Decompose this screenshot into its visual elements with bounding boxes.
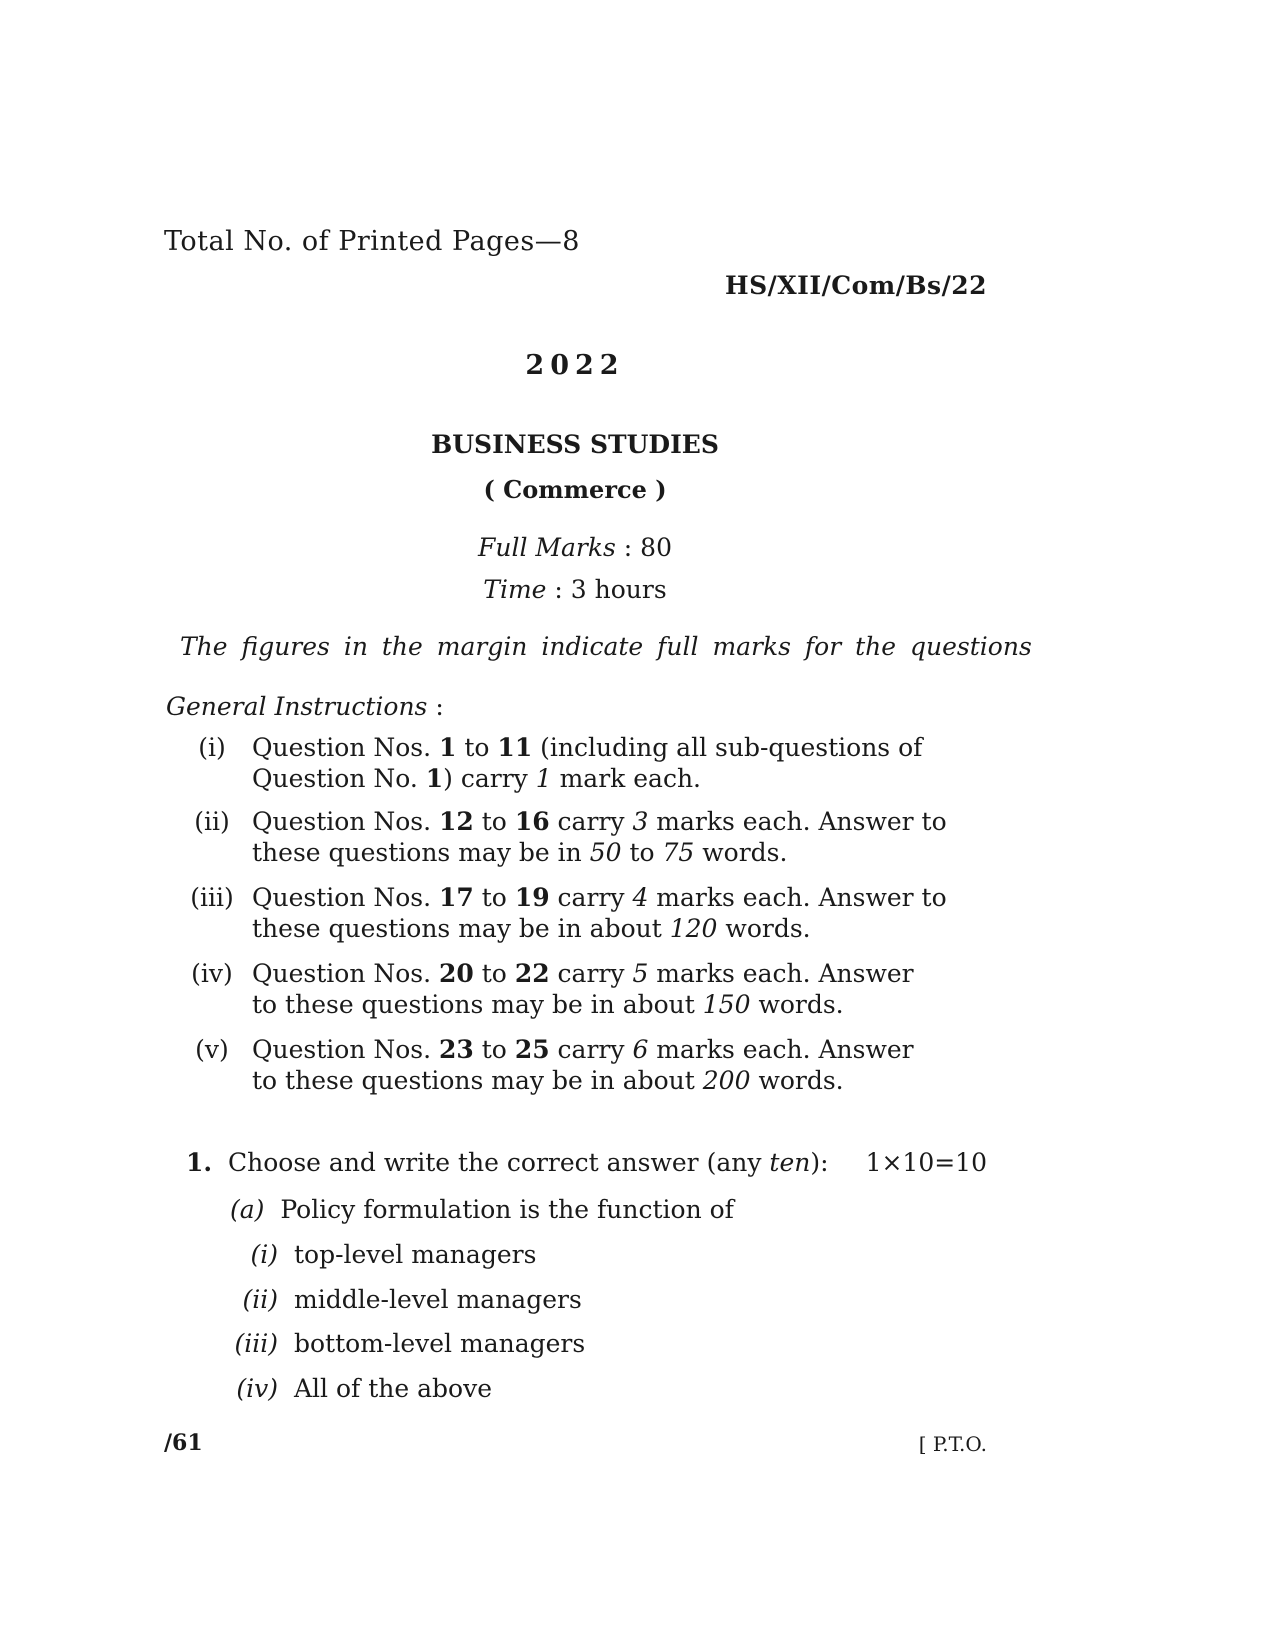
option-label: (iv) bbox=[236, 1374, 278, 1403]
text-span: mark each. bbox=[551, 764, 701, 793]
option-text: top-level managers bbox=[294, 1240, 537, 1269]
full-marks bbox=[0, 533, 1150, 562]
full-marks-value: : 80 bbox=[623, 533, 672, 562]
bold-number: 23 bbox=[439, 1035, 474, 1064]
text-span: Question Nos. bbox=[252, 1035, 440, 1064]
text-span: (including all sub-questions of bbox=[532, 733, 923, 762]
text-span: to bbox=[473, 807, 515, 836]
text-span: carry bbox=[549, 883, 633, 912]
option-item bbox=[226, 1285, 582, 1314]
general-instructions-label: General Instructions bbox=[166, 692, 428, 721]
general-instructions-colon: : bbox=[427, 692, 444, 721]
question-1-marks: 1×10=10 bbox=[865, 1148, 987, 1177]
option-text: middle-level managers bbox=[294, 1285, 582, 1314]
full-marks-label: Full Marks bbox=[478, 533, 616, 562]
text-span: these questions may be in about bbox=[252, 914, 670, 943]
time-value: : 3 hours bbox=[554, 575, 667, 604]
sub-question-text: Policy formulation is the function of bbox=[280, 1195, 734, 1224]
italic-number: 3 bbox=[632, 807, 649, 836]
option-item bbox=[226, 1374, 492, 1403]
question-text-italic: ten bbox=[769, 1148, 811, 1177]
text-span: these questions may be in bbox=[252, 838, 590, 867]
text-span: to bbox=[473, 883, 515, 912]
exam-time bbox=[0, 575, 1150, 604]
exam-year: 2022 bbox=[525, 350, 625, 381]
bold-number: 16 bbox=[514, 807, 550, 836]
bold-number: 25 bbox=[514, 1035, 550, 1064]
text-span: words. bbox=[750, 1066, 844, 1095]
italic-number: 50 bbox=[589, 838, 622, 867]
option-label: (iii) bbox=[234, 1329, 278, 1358]
bold-number: 12 bbox=[439, 807, 474, 836]
text-span: ) carry bbox=[443, 764, 536, 793]
italic-number: 200 bbox=[702, 1066, 751, 1095]
instruction-number: (v) bbox=[195, 1035, 229, 1064]
text-span: words. bbox=[694, 838, 788, 867]
bold-number: 1 bbox=[439, 733, 457, 762]
italic-number: 4 bbox=[632, 883, 649, 912]
sub-question-a bbox=[230, 1195, 734, 1224]
instruction-number: (iv) bbox=[191, 959, 233, 988]
question-number: 1. bbox=[186, 1148, 213, 1177]
text-span: to these questions may be in about bbox=[252, 990, 703, 1019]
text-span: Question Nos. bbox=[252, 959, 440, 988]
question-1 bbox=[186, 1148, 829, 1177]
italic-number: 5 bbox=[632, 959, 649, 988]
footer-code: /61 bbox=[164, 1430, 203, 1456]
text-span: words. bbox=[750, 990, 844, 1019]
italic-number: 120 bbox=[669, 914, 718, 943]
bold-number: 1 bbox=[425, 764, 444, 793]
option-text: All of the above bbox=[294, 1374, 493, 1403]
text-span: words. bbox=[717, 914, 811, 943]
instruction-number: (ii) bbox=[194, 807, 230, 836]
stream-label: ( Commerce ) bbox=[483, 475, 667, 504]
instruction-text bbox=[252, 882, 947, 944]
text-span: Question Nos. bbox=[252, 883, 440, 912]
text-span: marks each. Answer to bbox=[648, 807, 947, 836]
option-label: (i) bbox=[250, 1240, 278, 1269]
option-item bbox=[226, 1329, 585, 1358]
text-span: marks each. Answer to bbox=[648, 883, 947, 912]
question-text: Choose and write the correct answer (any bbox=[228, 1148, 770, 1177]
text-span: carry bbox=[549, 959, 633, 988]
text-span: to these questions may be in about bbox=[252, 1066, 703, 1095]
subject-title: BUSINESS STUDIES bbox=[431, 430, 719, 459]
question-text-end: ): bbox=[810, 1148, 829, 1177]
pto-marker: [ P.T.O. bbox=[918, 1432, 987, 1456]
text-span: to bbox=[621, 838, 663, 867]
bold-number: 19 bbox=[514, 883, 550, 912]
option-text: bottom-level managers bbox=[294, 1329, 586, 1358]
instruction-text bbox=[252, 1034, 920, 1096]
margin-note: The figures in the margin indicate full marks for the questions bbox=[180, 632, 1032, 661]
text-span: to bbox=[473, 959, 515, 988]
italic-number: 6 bbox=[632, 1035, 649, 1064]
italic-number: 75 bbox=[662, 838, 695, 867]
instruction-text bbox=[252, 806, 947, 868]
text-span: to bbox=[473, 1035, 515, 1064]
instruction-number: (i) bbox=[198, 733, 226, 762]
bold-number: 11 bbox=[497, 733, 533, 762]
text-span: marks each. Answer bbox=[648, 1035, 914, 1064]
text-span: Question No. bbox=[252, 764, 426, 793]
instruction-text bbox=[252, 732, 923, 794]
text-span: marks each. Answer bbox=[648, 959, 914, 988]
text-span: to bbox=[456, 733, 498, 762]
sub-question-label: (a) bbox=[230, 1195, 265, 1224]
text-span: carry bbox=[549, 1035, 633, 1064]
italic-number: 1 bbox=[535, 764, 552, 793]
instruction-number: (iii) bbox=[190, 883, 234, 912]
paper-code: HS/XII/Com/Bs/22 bbox=[724, 271, 987, 300]
text-span: Question Nos. bbox=[252, 733, 440, 762]
instruction-text bbox=[252, 958, 920, 1020]
text-span: Question Nos. bbox=[252, 807, 440, 836]
italic-number: 150 bbox=[702, 990, 751, 1019]
bold-number: 20 bbox=[439, 959, 474, 988]
time-label: Time bbox=[483, 575, 547, 604]
bold-number: 22 bbox=[514, 959, 550, 988]
general-instructions-heading bbox=[166, 692, 444, 721]
bold-number: 17 bbox=[439, 883, 474, 912]
text-span: carry bbox=[549, 807, 633, 836]
option-label: (ii) bbox=[242, 1285, 278, 1314]
option-item bbox=[226, 1240, 536, 1269]
printed-pages-count: Total No. of Printed Pages—8 bbox=[164, 226, 580, 257]
